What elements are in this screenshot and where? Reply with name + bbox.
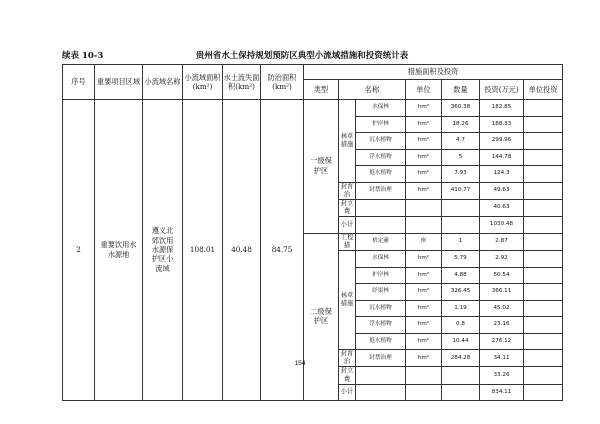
header-quantity: 数量 xyxy=(442,80,480,100)
cell-unit-investment xyxy=(524,267,563,284)
cell-unit: hm² xyxy=(406,284,442,301)
cell-investment: 299.96 xyxy=(480,133,524,150)
zone1-type-text: 一级保护区 xyxy=(310,156,332,175)
cell-unit-investment xyxy=(524,300,563,317)
cell-unit-investment xyxy=(524,217,563,234)
cell-quantity xyxy=(442,384,480,401)
cell-quantity: 0.8 xyxy=(442,317,480,334)
cell-name: 沉水植物 xyxy=(356,133,406,150)
cell-unit-investment xyxy=(524,199,563,216)
cell-watershed-area: 108.01 xyxy=(183,100,223,401)
cell-unit: hm² xyxy=(406,182,442,199)
header-name: 名称 xyxy=(339,80,406,100)
cell-quantity: 5.79 xyxy=(442,251,480,268)
cell-watershed-name xyxy=(143,100,183,401)
cell-quantity xyxy=(442,199,480,216)
cell-name xyxy=(356,199,406,216)
cell-name xyxy=(356,217,406,234)
cell-zone1-monument: 封立费 xyxy=(339,199,356,216)
cell-unit: hm² xyxy=(406,133,442,150)
cell-quantity: 4.88 xyxy=(442,267,480,284)
cell-quantity: 1.19 xyxy=(442,300,480,317)
cell-unit-investment xyxy=(524,116,563,133)
cell-name: 护岸林 xyxy=(356,267,406,284)
cell-seq: 2 xyxy=(63,100,95,401)
cell-unit: hm² xyxy=(406,350,442,367)
cell-name: 水保林 xyxy=(356,251,406,268)
header-unit-investment: 单位投资 xyxy=(524,80,563,100)
cell-zone2-subtotal: 小计 xyxy=(339,384,356,401)
cell-unit-investment xyxy=(524,251,563,268)
cell-quantity: 18.26 xyxy=(442,116,480,133)
cell-unit: hm² xyxy=(406,149,442,166)
cell-zone2-type xyxy=(304,233,339,401)
cell-unit: hm² xyxy=(406,116,442,133)
statistics-table xyxy=(62,64,563,401)
header-seq: 序号 xyxy=(63,65,95,100)
cell-unit-investment xyxy=(524,233,563,250)
cell-quantity: 360.38 xyxy=(442,100,480,117)
header-measures-group: 措施面积及投资 xyxy=(304,65,563,80)
cell-prevention-area: 84.75 xyxy=(261,100,304,401)
cell-name xyxy=(356,367,406,384)
header-investment: 投资(万元) xyxy=(480,80,524,100)
cell-investment: 1030.48 xyxy=(480,217,524,234)
cell-unit-investment xyxy=(524,333,563,350)
cell-zone1-closure-group: 封育治 xyxy=(339,182,356,199)
cell-quantity: 10.44 xyxy=(442,333,480,350)
watershed-name-text: 遵义北郊饮用水源保护区小流域 xyxy=(151,226,174,273)
zone1-forest-group-text: 林草措施 xyxy=(340,132,354,148)
header-watershed-area: 小流域面积(km²) xyxy=(183,65,223,100)
cell-investment: 834.11 xyxy=(480,384,524,401)
cell-project-area xyxy=(95,100,143,401)
cell-unit: hm² xyxy=(406,100,442,117)
cell-name: 浮水植物 xyxy=(356,149,406,166)
cell-unit-investment xyxy=(524,100,563,117)
cell-zone2-forest-group xyxy=(339,251,356,350)
cell-unit: hm² xyxy=(406,300,442,317)
cell-unit-investment xyxy=(524,384,563,401)
cell-name: 封禁治理 xyxy=(356,182,406,199)
cell-investment: 34.11 xyxy=(480,350,524,367)
cell-zone2-monument: 封立费 xyxy=(339,367,356,384)
cell-name: 挺水植物 xyxy=(356,333,406,350)
cell-quantity xyxy=(442,367,480,384)
cell-investment: 2.87 xyxy=(480,233,524,250)
cell-unit: hm² xyxy=(406,317,442,334)
cell-name xyxy=(356,384,406,401)
cell-investment: 188.33 xyxy=(480,116,524,133)
cell-investment: 182.85 xyxy=(480,100,524,117)
cell-zone1-subtotal: 小计 xyxy=(339,217,356,234)
cell-unit: hm² xyxy=(406,251,442,268)
cell-name: 梧定嫑 xyxy=(356,233,406,250)
cell-unit-investment xyxy=(524,182,563,199)
cell-investment: 49.63 xyxy=(480,182,524,199)
zone2-forest-group-text: 林草措施 xyxy=(340,291,354,308)
cell-name: 封禁治理 xyxy=(356,350,406,367)
cell-unit-investment xyxy=(524,149,563,166)
cell-unit xyxy=(406,217,442,234)
header-soil-loss-area: 水土流失面积(km²) xyxy=(223,65,261,100)
cell-name: 护岸林 xyxy=(356,116,406,133)
cell-quantity: 1 xyxy=(442,233,480,250)
cell-quantity: 410.77 xyxy=(442,182,480,199)
table-continuation-label: 续表 10-3 xyxy=(62,51,104,61)
cell-name: 挺水植物 xyxy=(356,166,406,183)
header-prevention-area: 防治面积(km²) xyxy=(261,65,304,100)
cell-unit-investment xyxy=(524,166,563,183)
cell-zone2-engineering-group: 工程措 xyxy=(339,233,356,250)
cell-quantity: 7.93 xyxy=(442,166,480,183)
zone2-type-text: 二级保护区 xyxy=(310,307,332,326)
table-caption xyxy=(62,49,542,63)
cell-investment: 366.11 xyxy=(480,284,524,301)
cell-investment: 50.54 xyxy=(480,267,524,284)
cell-name: 水保林 xyxy=(356,100,406,117)
cell-quantity: 4.7 xyxy=(442,133,480,150)
cell-unit-investment xyxy=(524,284,563,301)
cell-investment: 40.63 xyxy=(480,199,524,216)
cell-unit xyxy=(406,384,442,401)
cell-investment: 276.12 xyxy=(480,333,524,350)
cell-unit: 座 xyxy=(406,233,442,250)
cell-investment: 45.02 xyxy=(480,300,524,317)
cell-unit-investment xyxy=(524,317,563,334)
cell-quantity: 326.45 xyxy=(442,284,480,301)
cell-investment: 23.16 xyxy=(480,317,524,334)
table-row xyxy=(63,100,563,117)
header-unit: 单位 xyxy=(406,80,442,100)
cell-unit: hm² xyxy=(406,166,442,183)
cell-investment: 33.26 xyxy=(480,367,524,384)
cell-unit-investment xyxy=(524,367,563,384)
page-number: 154 xyxy=(294,360,306,367)
cell-quantity xyxy=(442,217,480,234)
cell-unit xyxy=(406,367,442,384)
cell-investment: 124.3 xyxy=(480,166,524,183)
header-row-1 xyxy=(63,65,563,80)
cell-quantity: 284.28 xyxy=(442,350,480,367)
cell-unit: hm² xyxy=(406,333,442,350)
cell-zone2-closure-group: 封育治 xyxy=(339,350,356,367)
cell-soil-loss-area: 40.48 xyxy=(223,100,261,401)
cell-unit xyxy=(406,199,442,216)
header-type: 类型 xyxy=(304,80,339,100)
cell-name: 经果林 xyxy=(356,284,406,301)
project-area-text: 重要饮用水水源地 xyxy=(100,240,137,259)
cell-zone1-forest-group xyxy=(339,100,356,183)
cell-zone1-type xyxy=(304,100,339,234)
cell-quantity: 5 xyxy=(442,149,480,166)
cell-investment: 144.78 xyxy=(480,149,524,166)
header-project-area: 重要项目区域 xyxy=(95,65,143,100)
cell-name: 浮水植物 xyxy=(356,317,406,334)
header-watershed-name: 小流域名称 xyxy=(143,65,183,100)
cell-unit-investment xyxy=(524,133,563,150)
table-title: 贵州省水土保持规划预防区典型小流域措施和投资统计表 xyxy=(195,51,409,61)
cell-name: 沉水植物 xyxy=(356,300,406,317)
cell-unit: hm² xyxy=(406,267,442,284)
cell-investment: 2.92 xyxy=(480,251,524,268)
